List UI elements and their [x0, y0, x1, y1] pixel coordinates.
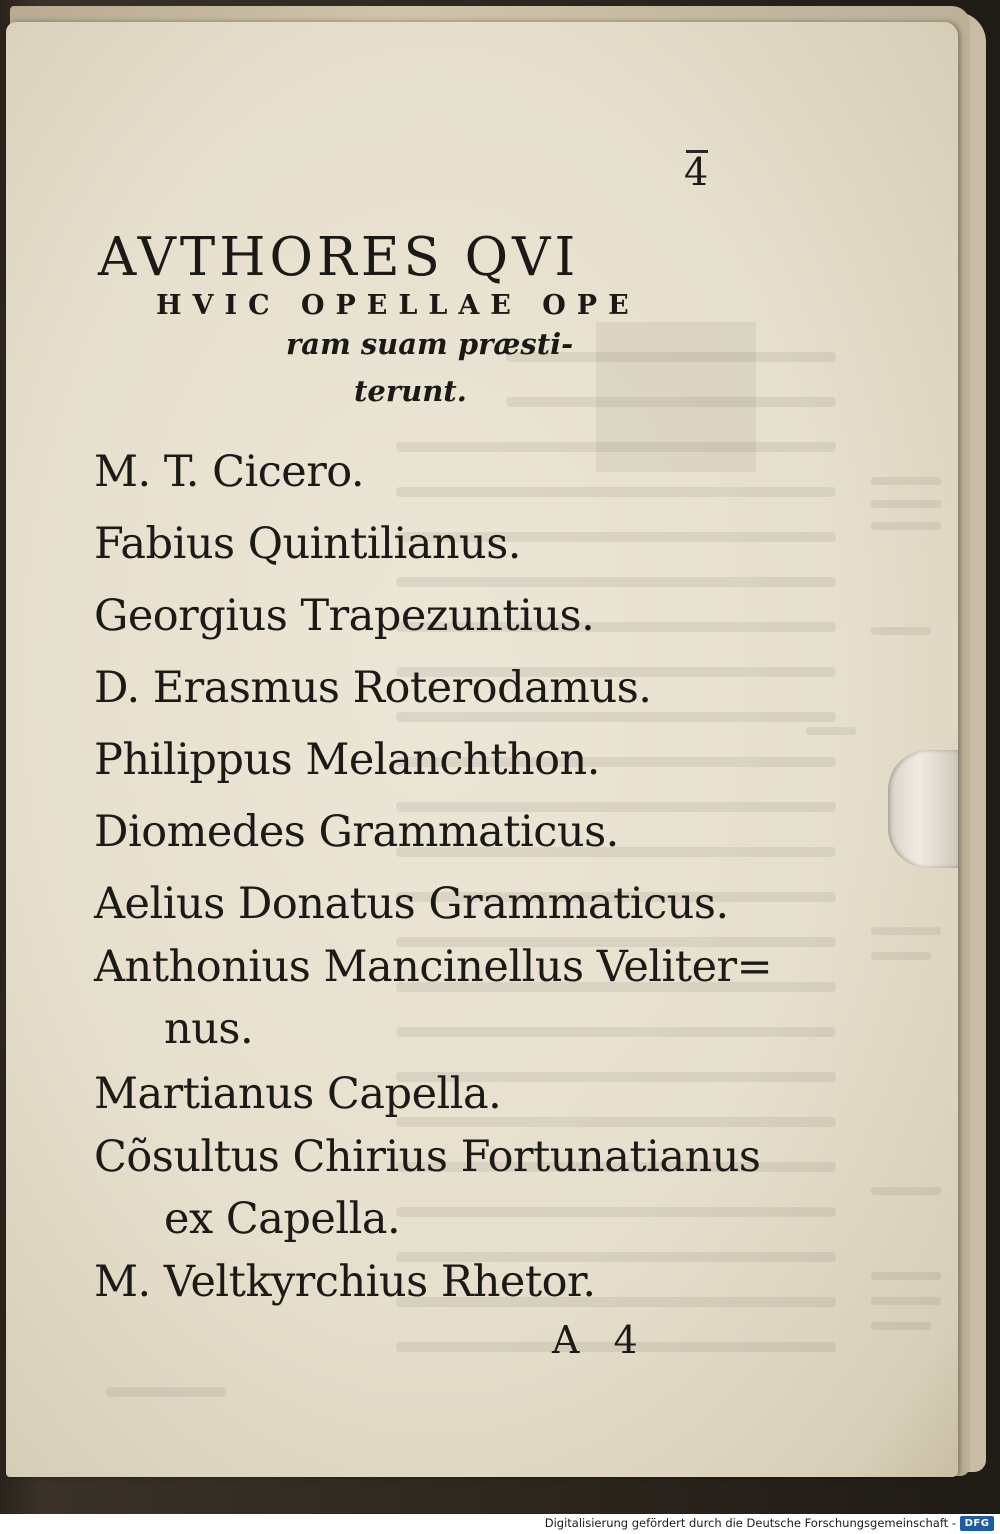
author-entry: Diomedes Grammaticus. [94, 807, 619, 857]
author-list [6, 22, 958, 1477]
author-entry: Philippus Melanchthon. [94, 735, 600, 785]
heading-subtitle-line-1: HVIC OPELLAE OPE [156, 290, 640, 321]
heading-subtitle-line-2: ram suam præsti- [286, 327, 574, 361]
author-entry: Anthonius Mancinellus Veliter= [94, 942, 773, 992]
dfg-logo: DFG [960, 1516, 994, 1531]
author-entry: Aelius Donatus Grammaticus. [94, 879, 729, 929]
author-entry: D. Erasmus Roterodamus. [94, 663, 652, 713]
author-entry-continuation: nus. [164, 1004, 254, 1054]
funding-credit: Digitalisierung gefördert durch die Deutsche Forschungsgemeinschaft - [544, 1516, 956, 1530]
author-entry: Cõsultus Chirius Fortunatianus [94, 1132, 761, 1182]
author-entry: Martianus Capella. [94, 1069, 502, 1119]
author-entry: M. Veltkyrchius Rhetor. [94, 1257, 596, 1307]
book-page [6, 22, 958, 1477]
page-clip [888, 750, 958, 868]
author-entry-continuation: ex Capella. [164, 1194, 401, 1244]
signature-mark: A 4 [552, 1318, 638, 1362]
page-number: 4 [684, 150, 709, 194]
author-entry: Georgius Trapezuntius. [94, 591, 595, 641]
heading-title: AVTHORES QVI [98, 227, 580, 288]
author-entry: M. T. Cicero. [94, 447, 365, 497]
heading-subtitle-line-3: terunt. [354, 374, 467, 408]
author-entry: Fabius Quintilianus. [94, 519, 521, 569]
footer-bar [0, 1514, 1000, 1534]
